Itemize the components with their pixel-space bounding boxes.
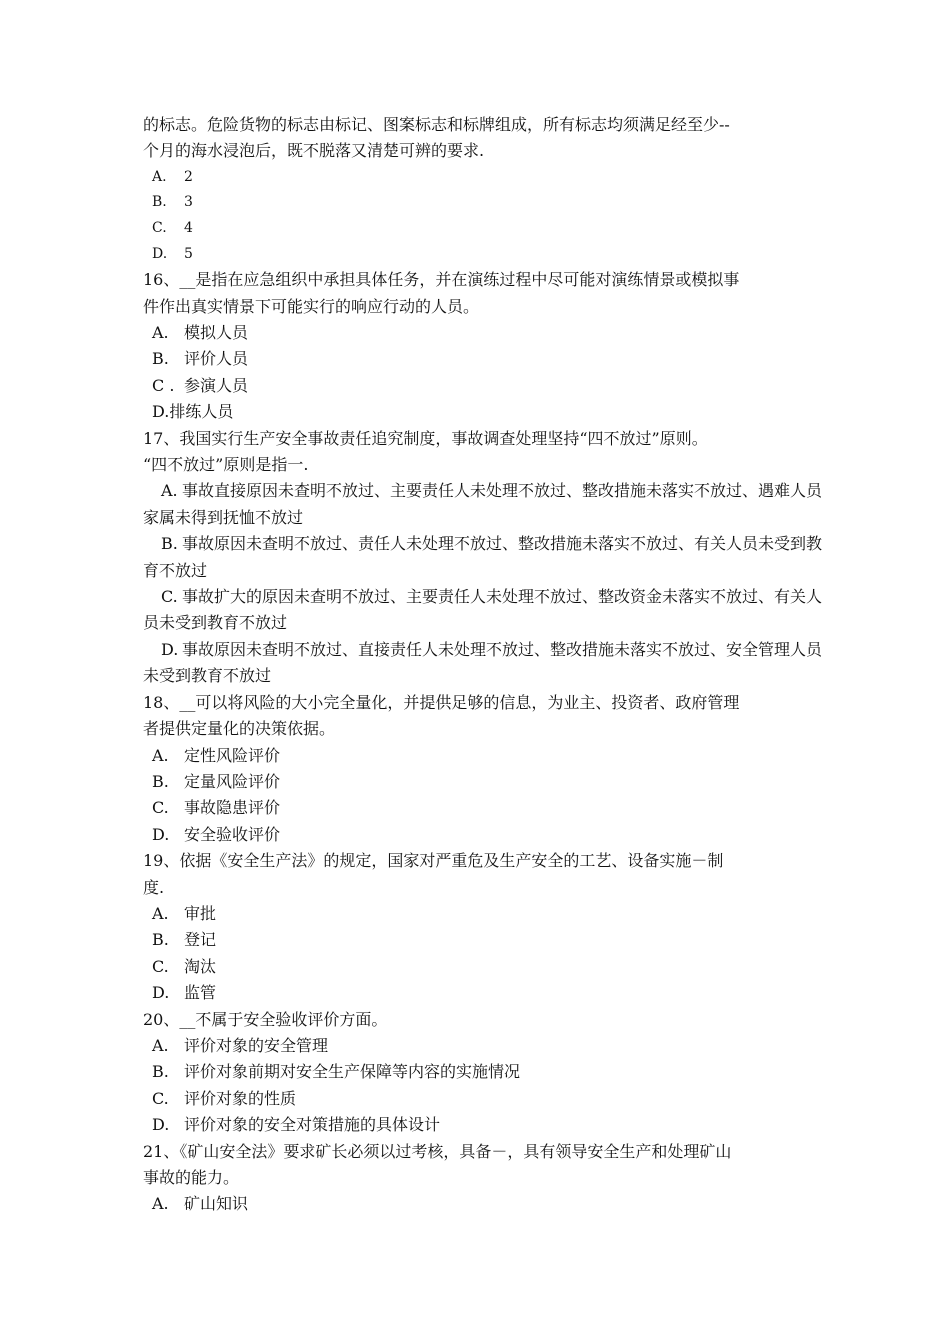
option-a: A. 矿山知识 xyxy=(152,1194,249,1214)
option-b: B. 事故原因未查明不放过、责任人未处理不放过、整改措施未落实不放过、有关人员未受到教育不放过 xyxy=(143,534,823,580)
option-d: D. 监管 xyxy=(152,983,217,1003)
option-c: C. 评价对象的性质 xyxy=(152,1088,297,1108)
option-a: A. 2 xyxy=(152,168,193,185)
option-d: D. 事故原因未查明不放过、直接责任人未处理不放过、整改措施未落实不放过、安全管理人员未受到教育不放过 xyxy=(143,639,823,686)
option-b: B. 定量风险评价 xyxy=(152,771,281,791)
option-a: A. 评价对象的安全管理 xyxy=(152,1035,329,1055)
question-20-stem: 20、__不属于安全验收评价方面。 xyxy=(143,1009,388,1029)
option-b: B. 3 xyxy=(152,194,193,211)
option-d: D.排练人员 xyxy=(152,402,234,422)
page-content xyxy=(143,112,823,1218)
question-18-stem: 18、__可以将风险的大小完全量化，并提供足够的信息，为业主、投资者、政府管理 xyxy=(143,692,740,712)
option-b: B. 评价对象前期对安全生产保障等内容的实施情况 xyxy=(152,1062,521,1082)
question-18-stem: 者提供定量化的决策依据。 xyxy=(143,719,336,739)
question-21-stem: 21、《矿山安全法》要求矿长必须以过考核，具备－，具有领导安全生产和处理矿山 xyxy=(143,1141,732,1161)
option-d: D. 安全验收评价 xyxy=(152,824,281,844)
option-a: A. 审批 xyxy=(152,903,217,923)
option-b: B. 登记 xyxy=(152,930,217,950)
question-21-stem: 事故的能力。 xyxy=(143,1168,240,1187)
question-17-stem: 17、我国实行生产安全事故责任追究制度，事故调查处理坚持“四不放过”原则。 xyxy=(143,428,708,448)
option-b: B. 评价人员 xyxy=(152,349,249,369)
question-stem-line: 的标志。危险货物的标志由标记、图案标志和标牌组成，所有标志均须满足经至少-- xyxy=(143,115,730,134)
option-a: A. 定性风险评价 xyxy=(152,745,281,765)
question-19-stem: 19、依据《安全生产法》的规定，国家对严重危及生产安全的工艺、设备实施－制 xyxy=(143,851,724,871)
option-c: C. 事故扩大的原因未查明不放过、主要责任人未处理不放过、整改资金未落实不放过、有关人员未受到教育不放过 xyxy=(143,587,823,633)
option-a: A. 模拟人员 xyxy=(152,323,249,342)
option-c: C. 4 xyxy=(152,220,193,236)
option-c: C . 参演人员 xyxy=(152,375,249,395)
option-d: D. 5 xyxy=(152,245,193,262)
question-stem-line: 个月的海水浸泡后，既不脱落又清楚可辨的要求. xyxy=(143,141,485,161)
option-c: C. 淘汰 xyxy=(152,956,217,976)
question-16-stem: 件作出真实情景下可能实行的响应行动的人员。 xyxy=(143,296,480,316)
option-d: D. 评价对象的安全对策措施的具体设计 xyxy=(152,1115,441,1135)
question-17-stem: “四不放过”原则是指一. xyxy=(143,455,309,475)
question-16-stem: 16、__是指在应急组织中承担具体任务，并在演练过程中尽可能对演练情景或模拟事 xyxy=(143,270,740,290)
option-a: A. 事故直接原因未查明不放过、主要责任人未处理不放过、整改措施未落实不放过、遇难人员家属未得到抚恤不放过 xyxy=(143,481,823,527)
option-c: C. 事故隐患评价 xyxy=(152,798,281,818)
question-19-stem: 度. xyxy=(143,877,165,897)
